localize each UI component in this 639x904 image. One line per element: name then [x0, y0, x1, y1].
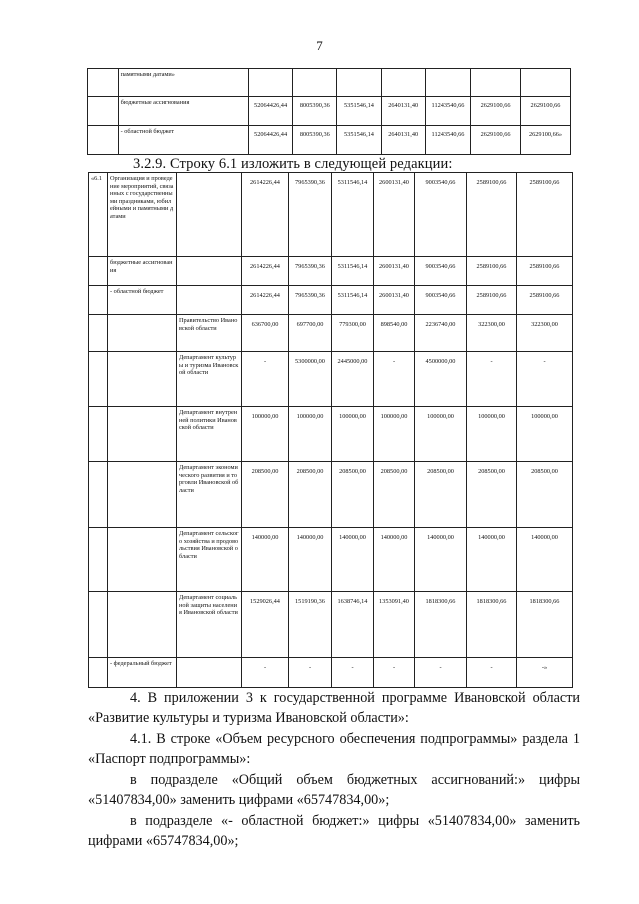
amount-cell: 2445000,00 [332, 352, 374, 407]
executor-cell: Департамент внутренней политики Ивановской области [177, 407, 242, 462]
row-number-cell: «6.1 [89, 173, 108, 257]
amount-cell: 2629100,66» [521, 126, 571, 155]
amount-cell: 140000,00 [517, 528, 573, 592]
amount-cell: 4500000,00 [415, 352, 467, 407]
amount-cell: 208500,00 [517, 462, 573, 528]
amount-cell: 2640131,40 [381, 97, 425, 126]
table-row [89, 658, 573, 688]
executor-cell [177, 173, 242, 257]
amount-cell [381, 69, 425, 97]
amount-cell: - [517, 352, 573, 407]
amount-cell: 208500,00 [374, 462, 415, 528]
amount-cell: 208500,00 [242, 462, 289, 528]
page-number: 7 [316, 38, 323, 53]
table-row [89, 286, 573, 315]
budget-table-row-6-1 [88, 172, 573, 688]
executor-cell [177, 286, 242, 315]
amount-cell: 208500,00 [467, 462, 517, 528]
amount-cell: 2589100,66 [517, 286, 573, 315]
row-number-cell [88, 126, 119, 155]
amount-cell: 11243540,66 [425, 126, 470, 155]
amount-cell: 208500,00 [415, 462, 467, 528]
amount-cell: 11243540,66 [425, 97, 470, 126]
amount-cell: 9003540,66 [415, 286, 467, 315]
amount-cell: 2236740,00 [415, 315, 467, 352]
amount-cell: 1529026,44 [242, 592, 289, 658]
amount-cell: 2614226,44 [242, 173, 289, 257]
amount-cell: - [242, 352, 289, 407]
amount-cell: 208500,00 [289, 462, 332, 528]
amount-cell: 2640131,40 [381, 126, 425, 155]
amount-cell: 2600131,40 [374, 173, 415, 257]
row-number-cell [89, 528, 108, 592]
table-row [88, 69, 571, 97]
row-name-cell: - областной бюджет [118, 126, 248, 155]
amount-cell: 7965390,36 [289, 173, 332, 257]
table-row [89, 407, 573, 462]
amount-cell: 5311546,14 [332, 257, 374, 286]
row-number-cell [89, 462, 108, 528]
amount-cell: 100000,00 [332, 407, 374, 462]
amount-cell [248, 69, 292, 97]
amount-cell: 2589100,66 [517, 257, 573, 286]
amount-cell: - [242, 658, 289, 688]
amount-cell: 1519190,36 [289, 592, 332, 658]
table-row [89, 462, 573, 528]
amount-cell: - [467, 352, 517, 407]
table-row [89, 173, 573, 257]
amount-cell: 100000,00 [289, 407, 332, 462]
amount-cell: - [467, 658, 517, 688]
amount-cell: - [332, 658, 374, 688]
row-number-cell [89, 286, 108, 315]
amount-cell [293, 69, 337, 97]
executor-cell: Департамент культуры и туризма Ивановской области [177, 352, 242, 407]
amount-cell: -» [517, 658, 573, 688]
amount-cell: 7965390,36 [289, 286, 332, 315]
amount-cell: 100000,00 [242, 407, 289, 462]
amount-cell: 2629100,66 [521, 97, 571, 126]
amount-cell: 140000,00 [374, 528, 415, 592]
paragraph-regional-budget: в подразделе «- областной бюджет:» цифры «51407834,00» заменить цифрами «65747834,00»; [88, 813, 580, 850]
row-name-cell [108, 528, 177, 592]
amount-cell: 636700,00 [242, 315, 289, 352]
amount-cell: 100000,00 [374, 407, 415, 462]
table-row [88, 97, 571, 126]
amount-cell: - [374, 352, 415, 407]
table-row [89, 592, 573, 658]
amount-cell: 2600131,40 [374, 286, 415, 315]
amount-cell: 2589100,66 [517, 173, 573, 257]
row-number-cell [89, 592, 108, 658]
amount-cell [337, 69, 381, 97]
row-number-cell [89, 315, 108, 352]
amount-cell: 208500,00 [332, 462, 374, 528]
amount-cell: 100000,00 [467, 407, 517, 462]
row-number-cell [89, 257, 108, 286]
amount-cell: 1818300,66 [517, 592, 573, 658]
executor-cell [177, 658, 242, 688]
amount-cell: 322300,00 [517, 315, 573, 352]
row-name-cell: бюджетные ассигнования [108, 257, 177, 286]
executor-cell [177, 257, 242, 286]
amount-cell: 100000,00 [415, 407, 467, 462]
amount-cell: 140000,00 [332, 528, 374, 592]
amount-cell: 2614226,44 [242, 257, 289, 286]
row-name-cell: - федеральный бюджет [108, 658, 177, 688]
amount-cell: 9003540,66 [415, 173, 467, 257]
amount-cell: 5351546,14 [337, 126, 381, 155]
amount-cell: 7965390,36 [289, 257, 332, 286]
amount-cell: 1638746,14 [332, 592, 374, 658]
amount-cell [425, 69, 470, 97]
amount-cell: 5351546,14 [337, 97, 381, 126]
amount-cell: 140000,00 [289, 528, 332, 592]
table-row [89, 352, 573, 407]
row-name-cell [108, 315, 177, 352]
row-name-cell: - областной бюджет [108, 286, 177, 315]
budget-table-continuation [87, 68, 571, 155]
amount-cell: 9003540,66 [415, 257, 467, 286]
amount-cell: - [289, 658, 332, 688]
amount-cell: 140000,00 [467, 528, 517, 592]
amount-cell: 52064426,44 [248, 97, 292, 126]
executor-cell: Департамент социальной защиты населения Ивановской области [177, 592, 242, 658]
amount-cell: 322300,00 [467, 315, 517, 352]
amount-cell: 779300,00 [332, 315, 374, 352]
amount-cell: 2589100,66 [467, 286, 517, 315]
amount-cell: 5311546,14 [332, 173, 374, 257]
amount-cell: 2629100,66 [471, 97, 521, 126]
amount-cell: 2589100,66 [467, 257, 517, 286]
amount-cell: 8005390,36 [293, 126, 337, 155]
row-name-cell [108, 407, 177, 462]
executor-cell: Департамент сельского хозяйства и продовольствия Ивановской области [177, 528, 242, 592]
row-number-cell [89, 407, 108, 462]
row-number-cell [88, 97, 119, 126]
amount-cell: 5311546,14 [332, 286, 374, 315]
row-number-cell [89, 658, 108, 688]
amount-cell: 8005390,36 [293, 97, 337, 126]
table-row [89, 315, 573, 352]
executor-cell: Департамент экономического развития и торговли Ивановской области [177, 462, 242, 528]
table-row [89, 528, 573, 592]
table-row [88, 126, 571, 155]
amount-cell: 1818300,66 [415, 592, 467, 658]
amount-cell: 100000,00 [517, 407, 573, 462]
amount-cell: 1353091,40 [374, 592, 415, 658]
row-number-cell [89, 352, 108, 407]
executor-cell: Правительство Ивановской области [177, 315, 242, 352]
paragraph-4-1: 4.1. В строке «Объем ресурсного обеспечения подпрограммы» раздела 1 «Паспорт подпрограммы»: [88, 731, 580, 768]
amount-cell: 2614226,44 [242, 286, 289, 315]
paragraph-total-budget: в подразделе «Общий объем бюджетных ассигнований:» цифры «51407834,00» заменить цифрами «65747834,00»; [88, 772, 580, 809]
amount-cell: 52064426,44 [248, 126, 292, 155]
paragraph-4: 4. В приложении 3 к государственной программе Ивановской области «Развитие культуры и туризма Ивановской области»: [88, 690, 580, 727]
amount-cell: 898540,00 [374, 315, 415, 352]
row-name-cell: Организация и проведение мероприятий, связанных с государственными праздниками, юбилейными и памятными датами [108, 173, 177, 257]
amount-cell: 1818300,66 [467, 592, 517, 658]
row-name-cell [108, 592, 177, 658]
row-name-cell [108, 352, 177, 407]
amount-cell: 2600131,40 [374, 257, 415, 286]
amount-cell: 140000,00 [415, 528, 467, 592]
row-name-cell [108, 462, 177, 528]
row-name-cell: памятными датами» [118, 69, 248, 97]
amount-cell [471, 69, 521, 97]
row-name-cell: бюджетные ассигнования [118, 97, 248, 126]
row-number-cell [88, 69, 119, 97]
amount-cell: - [374, 658, 415, 688]
amount-cell: 2629100,66 [471, 126, 521, 155]
section-caption: 3.2.9. Строку 6.1 изложить в следующей редакции: [133, 156, 453, 172]
amount-cell: 697700,00 [289, 315, 332, 352]
amount-cell: 140000,00 [242, 528, 289, 592]
amount-cell [521, 69, 571, 97]
amount-cell: 2589100,66 [467, 173, 517, 257]
amount-cell: - [415, 658, 467, 688]
table-row [89, 257, 573, 286]
amount-cell: 5300000,00 [289, 352, 332, 407]
